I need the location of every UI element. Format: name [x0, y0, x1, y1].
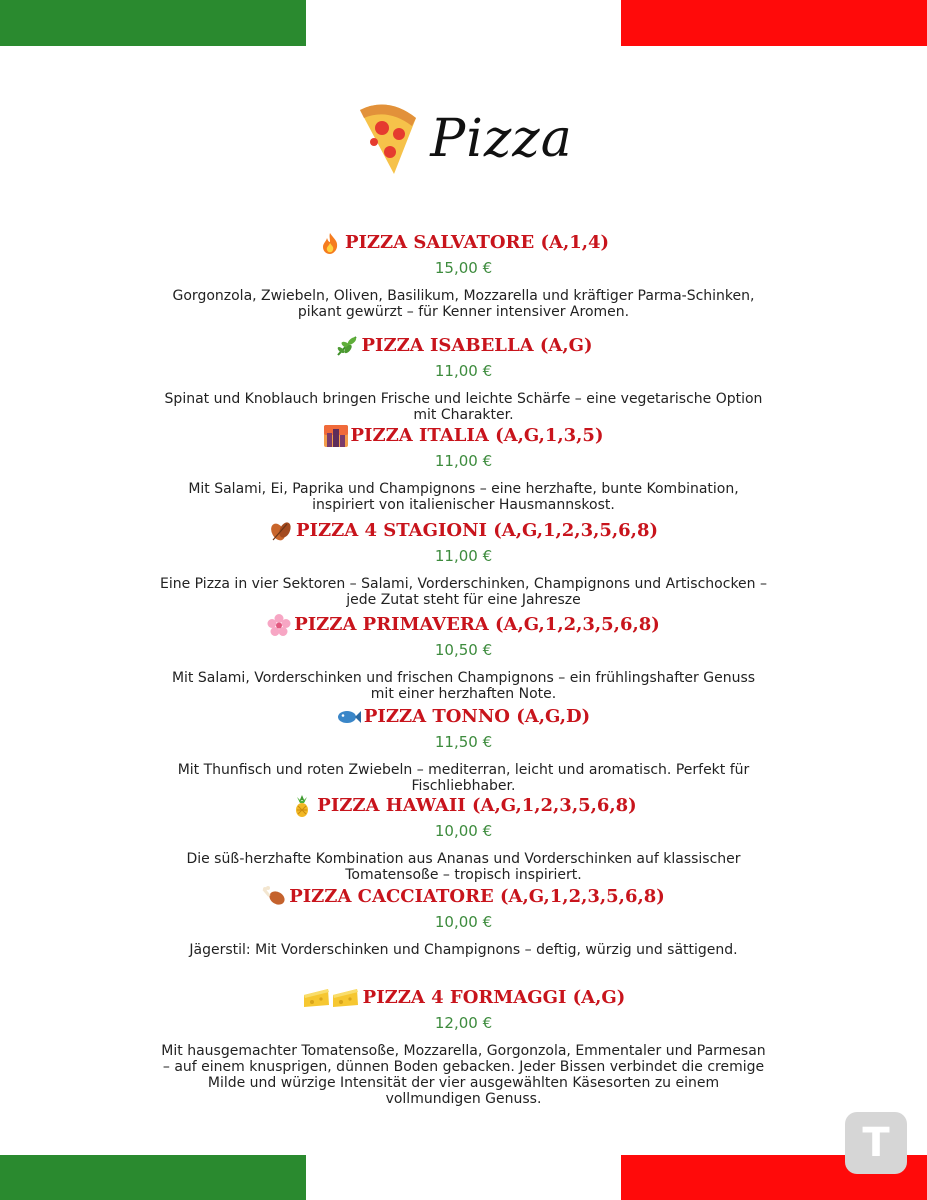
menu-item	[100, 425, 827, 513]
menu-item-price: 10,00 €	[434, 822, 493, 840]
menu-item-name: PIZZA ISABELLA (A,G)	[100, 335, 827, 357]
menu-item-name: PIZZA HAWAII (A,G,1,2,3,5,6,8)	[100, 795, 827, 817]
herb-icon	[335, 335, 359, 357]
city-sunset-icon	[324, 425, 348, 447]
cheese-icon	[302, 987, 360, 1009]
menu-item-name: PIZZA TONNO (A,G,D)	[100, 706, 827, 728]
menu-item-description: Eine Pizza in vier Sektoren – Salami, Vorderschinken, Champignons und Artischocken – jede Zutat steht für eine Jahresze	[160, 576, 767, 608]
menu-item-name: PIZZA 4 FORMAGGI (A,G)	[100, 987, 827, 1009]
autumn-leaves-icon	[269, 520, 293, 542]
menu-item	[100, 520, 827, 608]
menu-item	[100, 335, 827, 423]
menu-item-description: Jägerstil: Mit Vorderschinken und Champignons – deftig, würzig und sättigend.	[189, 942, 738, 958]
pineapple-icon	[290, 795, 314, 817]
menu-item-description: Die süß-herzhafte Kombination aus Ananas und Vorderschinken auf klassischer Tomatensoße – tropisch inspiriert.	[186, 851, 741, 883]
fish-icon	[337, 706, 361, 728]
menu-item-description: Mit hausgemachter Tomatensoße, Mozzarella, Gorgonzola, Emmentaler und Parmesan – auf einem knusprigen, dünnen Boden gebacken. Jeder Bissen verbindet die cremige Milde und würzige Intensität der vier ausgewählten Käsesorten zu einem vollmundigen Genuss.	[161, 1043, 766, 1107]
menu-item	[100, 232, 827, 320]
menu-item-price: 11,00 €	[434, 452, 493, 470]
menu-item	[100, 614, 827, 702]
cherry-blossom-icon	[267, 614, 291, 636]
menu-item-price: 10,50 €	[434, 641, 493, 659]
top-red-band	[621, 0, 927, 46]
menu-item-name: PIZZA ITALIA (A,G,1,3,5)	[100, 425, 827, 447]
menu-item-description: Gorgonzola, Zwiebeln, Oliven, Basilikum, Mozzarella und kräftiger Parma-Schinken, pikant gewürzt – für Kenner intensiver Aromen.	[172, 288, 755, 320]
menu-item-description: Mit Salami, Vorderschinken und frischen Champignons – ein frühlingshafter Genuss mit einer herzhaften Note.	[171, 670, 756, 702]
menu-item-name: PIZZA CACCIATORE (A,G,1,2,3,5,6,8)	[100, 886, 827, 908]
t-logo-icon	[845, 1112, 907, 1174]
menu-item-price: 10,00 €	[434, 913, 493, 931]
menu-item-price: 11,00 €	[434, 547, 493, 565]
poultry-leg-icon	[262, 886, 286, 908]
menu-item-name: PIZZA 4 STAGIONI (A,G,1,2,3,5,6,8)	[100, 520, 827, 542]
bottom-green-band	[0, 1155, 306, 1200]
menu-item-price: 15,00 €	[434, 259, 493, 277]
fire-icon	[318, 232, 342, 254]
page-title: Pizza	[430, 109, 573, 169]
menu-item	[100, 987, 827, 1107]
menu-title	[0, 100, 927, 178]
pizza-slice-icon	[354, 100, 420, 178]
menu-item-price: 12,00 €	[434, 1014, 493, 1032]
menu-item	[100, 886, 827, 958]
menu-item-price: 11,50 €	[434, 733, 493, 751]
menu-item-description: Mit Salami, Ei, Paprika und Champignons – eine herzhafte, bunte Kombination, inspiriert von italienischer Hausmannskost.	[188, 481, 739, 513]
menu-item-name: PIZZA SALVATORE (A,1,4)	[100, 232, 827, 254]
menu-item	[100, 706, 827, 794]
menu-item-description: Spinat und Knoblauch bringen Frische und leichte Schärfe – eine vegetarische Option mit Charakter.	[164, 391, 763, 423]
menu-item-name: PIZZA PRIMAVERA (A,G,1,2,3,5,6,8)	[100, 614, 827, 636]
logo-letter: T	[862, 1120, 890, 1166]
menu-item	[100, 795, 827, 883]
top-green-band	[0, 0, 306, 46]
menu-item-description: Mit Thunfisch und roten Zwiebeln – mediterran, leicht und aromatisch. Perfekt für Fischliebhaber.	[177, 762, 750, 794]
menu-item-price: 11,00 €	[434, 362, 493, 380]
